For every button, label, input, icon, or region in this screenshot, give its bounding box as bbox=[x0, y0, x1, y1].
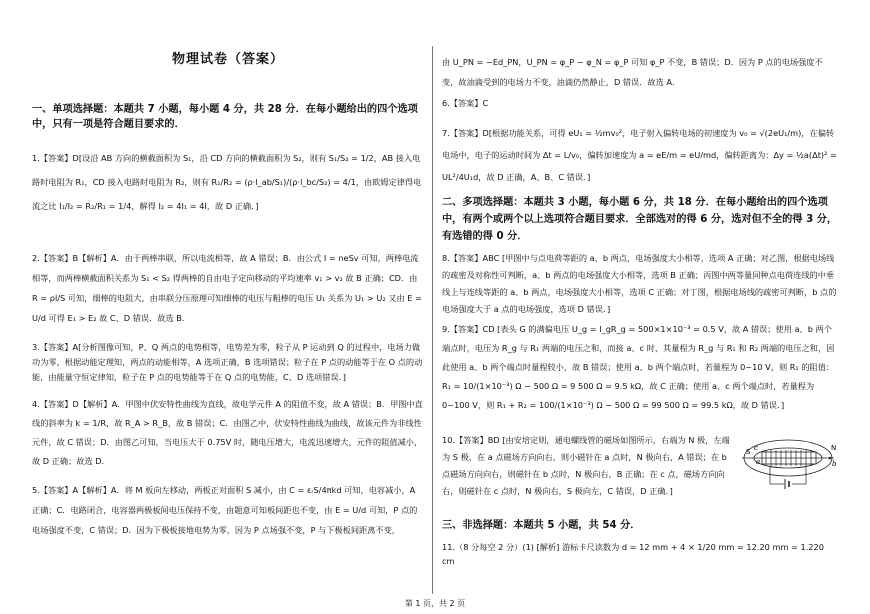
figure-label-n: N bbox=[831, 444, 837, 452]
answer-q5: 5.【答案】A【解析】A．将 M 板向左移动，两板正对面积 S 减小，由 C = εᵣS/4πkd 可知，电容减小，A 正确；C．电路闭合，电容器两极板间电压保持不变，由题意可知板间距也不变，由 E = U/d 可知，P 点的电场强度不变，C 错误；D．因为下极板接地电势为零，因为 P 点场强不变，P 与下极板间距离不变， bbox=[32, 485, 418, 535]
page-footer: 第 1 页，共 2 页 bbox=[404, 599, 466, 608]
answer-q3: 3.【答案】A[分析图像可知，P、Q 两点的电势相等，电势差为零，粒子从 P 运动到 Q 的过程中，电场力做功为零，根据动能定理知，两点的动能相等，A 选项正确，B 选项错误；粒子在 P 点的动能等于在 O 点的动能，由能量守恒定律知，粒子在 P 点的电势能等于在 Q 点的电势能，C、D 选项错误．] bbox=[32, 342, 423, 382]
left-column bbox=[32, 0, 424, 596]
section-1-heading: 一、单项选择题：本题共 7 小题，每小题 4 分，共 28 分．在每小题给出的四个选项中，只有一项是符合题目要求的． bbox=[32, 104, 418, 130]
answer-q11: 11.（8 分每空 2 分）(1) [解析] 游标卡尺读数为 d = 12 mm + 4 × 1/20 mm = 12.20 mm = 1.220 cm bbox=[442, 542, 824, 566]
answer-q2: 2.【答案】B【解析】A．由于两棒串联，所以电流相等，故 A 错误；B．由公式 I = neSv 可知，两棒电流相等，而两棒横截面积关系为 S₁ < S₂ 得两棒的自由电子定向移动的平均速率 v₁ > v₂ 故 B 正确；CD．由 R = ρl/S 可知，细棒的电阻大，由串联分压原理可知细棒的电压与粗棒的电压 U₁ 关系为 U₁ > U₂ 又由 E = U/d 可得 E₁ > E₂ 故 C、D 错误．故选 B． bbox=[32, 253, 422, 323]
column-divider bbox=[432, 46, 433, 594]
answer-q9: 9.【答案】CD [表头 G 的满偏电压 U_g = I_gR_g = 500×1×10⁻³ = 0.5 V，故 A 错误；使用 a、b 两个端点时，电压为 R_g 与 R₁ 两端的电压之和，而接 a、c 时，其量程为 R_g 与 R₁ 和 R₂ 两端的电压之和，因此使用 a、b 两个端点时量程较小，故 B 错误；使用 a、b 两个端点时，若量程为 0~10 V，则 R₁ 的阻值：R₁ = 10/(1×10⁻³) Ω − 500 Ω = 9 500 Ω = 9.5 kΩ，故 C 正确；使用 a、c 两个端点时，若量程为 0~100 V，则 R₁ + R₂ = 100/(1×10⁻³) Ω − 500 Ω = 99 500 Ω = 99.5 kΩ，故 D 错误．] bbox=[442, 324, 835, 410]
solenoid-magnetic-field-figure bbox=[740, 436, 838, 496]
solenoid-diagram bbox=[740, 436, 838, 496]
page-title: 物理试卷（答案） bbox=[172, 52, 285, 67]
answer-q7: 7.【答案】D[根据功能关系，可得 eU₁ = ½mv₀²，电子射入偏转电场的初速度为 v₀ = √(2eU₁/m)，在偏转电场中，电子的运动时间为 Δt = L/v₀，偏转加速度为 a = eE/m = eU/md，偏转距离为：Δy = ½a(Δt)² = UL²/4U₁d，故 D 正确，A、B、C 错误．] bbox=[442, 128, 837, 182]
answer-q6: 6.【答案】C bbox=[442, 98, 489, 108]
section-2-heading: 二、多项选择题：本题共 3 小题，每小题 6 分，共 18 分．在每小题给出的四个选项中，有两个或两个以上选项符合题目要求．全部选对的得 6 分，选对但不全的得 3 分，有选错的得 0 分． bbox=[442, 197, 838, 242]
answer-q10: 10.【答案】BD [由安培定则，通电螺线管的磁场如图所示，右端为 N 极，左端为 S 极，在 a 点磁场方向向右，则小磁针在 a 点时，N 极向右，A 错误；在 b 点磁场方向向右，则磁针在 b 点时，N 极向右，B 正确；在 c 点，磁场方向向右，则磁针在 c 点时，N 极向右，S 极向左，C 错误，D 正确．] bbox=[442, 435, 730, 496]
section-3-heading: 三、非选择题：本题共 5 小题，共 54 分． bbox=[442, 520, 641, 531]
figure-label-c: c bbox=[754, 444, 758, 452]
answer-q5-continued: 由 U_PN = −Ed_PN，U_PN = φ_P − φ_N = φ_P 可知 φ_P 不变，B 错误；D．因为 P 点的电场强度不变，故油滴受到的电场力不变，油滴仍然静止，D 错误．故选 A． bbox=[442, 57, 823, 87]
figure-label-b: b bbox=[832, 460, 837, 468]
figure-label-a: a bbox=[756, 458, 761, 466]
answer-q4: 4.【答案】D【解析】A．甲图中伏安特性曲线为直线，故电学元件 A 的阻值不变，故 A 错误；B．甲图中直线的斜率为 k = 1/R，故 R_A > R_B，故 B 错误；C．由图乙中，伏安特性曲线为曲线，故该元件为非线性元件，故 C 错误；D．由图乙可知，当电压大于 0.75V 时，随电压增大，电流迅速增大，元件的阻值减小，故 D 正确；故选 D． bbox=[32, 399, 423, 466]
right-column bbox=[442, 0, 838, 596]
figure-label-s: S bbox=[746, 448, 751, 456]
answer-q8: 8.【答案】ABC [甲图中与点电荷等距的 a、b 两点，电场强度大小相等，选项 A 正确；对乙图，根据电场线的疏密及对称性可判断，a、b 两点的电场强度大小相等，选项 B 正确；丙图中两等量同种点电荷连线的中垂线上与连线等距的 a、b 两点，电场强度大小相等，选项 C 正确；对丁图，根据电场线的疏密可判断，b 点的电场强度大于 a 点的电场强度，选项 D 错误．] bbox=[442, 253, 837, 314]
answer-q1: 1.【答案】D[设沿 AB 方向的横截面积为 S₁，沿 CD 方向的横截面积为 S₂，则有 S₁/S₂ = 1/2，AB 接入电路时电阻为 R₁，CD 接入电路时电阻为 R₂，则有 R₁/R₂ = (ρ·l_ab/S₁)/(ρ·l_bc/S₂) = 4/1，由欧姆定律得电流之比 I₁/I₂ = R₂/R₁ = 1/4，解得 I₂ = 4I₁ = 4I，故 D 正确．] bbox=[32, 153, 422, 211]
